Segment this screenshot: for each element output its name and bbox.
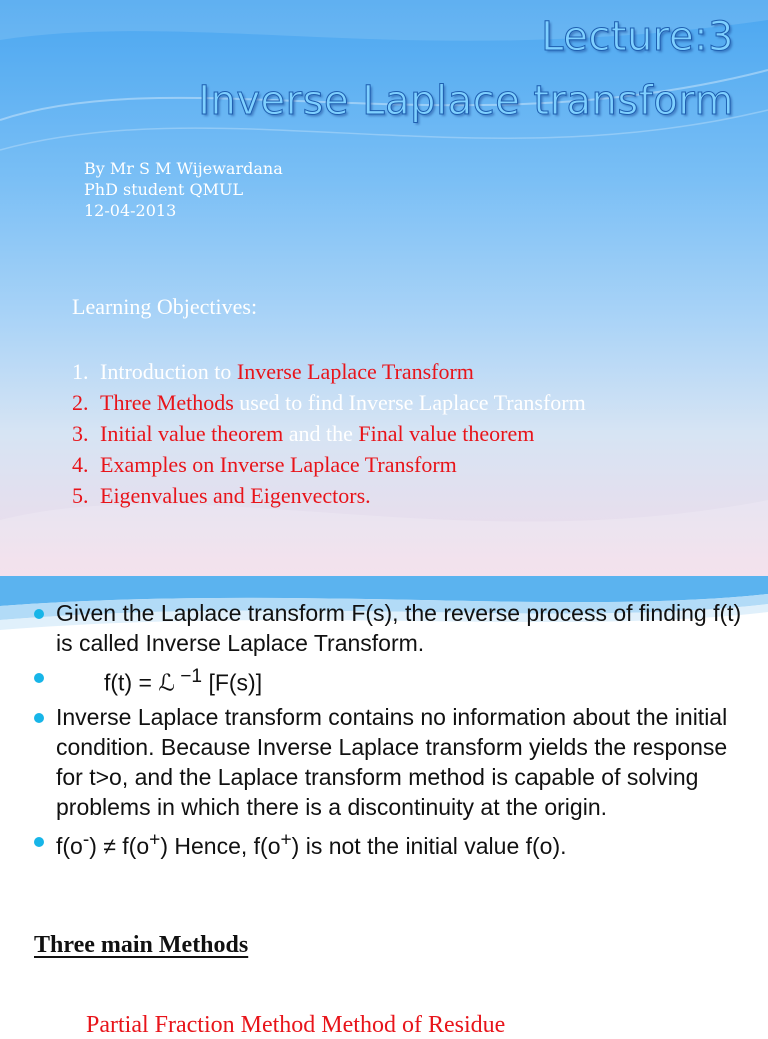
bullet-text: Given the Laplace transform F(s), the reverse process of finding f(t) is called Inverse Laplace Transform. xyxy=(56,600,742,656)
objectives-list xyxy=(72,356,586,511)
objective-highlight: Final value theorem xyxy=(358,421,535,446)
bullet-list xyxy=(0,598,756,865)
superscript: + xyxy=(280,829,292,851)
bullet-dot-icon xyxy=(34,713,44,723)
objective-item xyxy=(72,356,586,387)
objective-item xyxy=(72,480,586,511)
text-part: ) Hence, f(o xyxy=(160,833,281,860)
slide-2 xyxy=(0,576,768,1038)
bullet-dot-icon xyxy=(34,673,44,683)
objective-highlight: Eigenvalues and Eigenvectors. xyxy=(100,483,371,508)
author-name: By Mr S M Wijewardana xyxy=(84,159,283,178)
formula-rhs: [F(s)] xyxy=(202,669,263,696)
cutoff-text: Partial Fraction Method Method of Residue xyxy=(86,1012,506,1038)
slide-title-line-2: Inverse Laplace transform xyxy=(198,78,734,124)
objective-item xyxy=(72,387,586,418)
objective-number: 1. xyxy=(72,359,89,384)
objectives-heading: Learning Objectives: xyxy=(72,294,258,319)
objective-number: 2. xyxy=(72,390,89,415)
bullet-item-definition xyxy=(0,598,756,658)
bullet-text xyxy=(56,829,567,860)
author-affiliation: PhD student QMUL xyxy=(84,180,244,199)
objective-text: and the xyxy=(288,421,359,446)
objective-highlight: Inverse Laplace Transform xyxy=(236,359,474,384)
bullet-text: Inverse Laplace transform contains no information about the initial condition. Because Inverse Laplace transform yields the response for t>o, and the Laplace transform method is capable of solving problems in which there is a discontinuity at the origin. xyxy=(56,703,728,820)
superscript: - xyxy=(82,829,90,851)
section-heading: Three main Methods xyxy=(34,932,249,958)
bullet-dot-icon xyxy=(34,837,44,847)
slide-title-line-1: Lecture:3 xyxy=(541,14,734,60)
bullet-item-initial-condition xyxy=(0,702,756,822)
laplace-symbol: ℒ xyxy=(158,669,175,696)
superscript: + xyxy=(149,829,161,851)
bullet-item-formula xyxy=(0,662,756,698)
bullet-item-discontinuity xyxy=(0,826,756,862)
objective-highlight: Examples on Inverse Laplace Transform xyxy=(100,452,457,477)
objective-text: Introduction to xyxy=(100,359,237,384)
author-date: 12-04-2013 xyxy=(84,201,177,220)
objective-number: 3. xyxy=(72,421,89,446)
objective-highlight: Three Methods xyxy=(100,390,234,415)
text-part: f(o xyxy=(56,833,83,860)
objective-highlight: Initial value theorem xyxy=(100,421,289,446)
bullet-dot-icon xyxy=(34,609,44,619)
formula-superscript: −1 xyxy=(174,666,203,687)
formula-lhs: f(t) = xyxy=(104,669,159,696)
objective-item xyxy=(72,449,586,480)
text-part: ) ≠ f(o xyxy=(89,833,150,860)
formula xyxy=(56,662,262,698)
objective-number: 4. xyxy=(72,452,89,477)
objective-text: used to find Inverse Laplace Transform xyxy=(233,390,586,415)
text-part: ) is not the initial value f(o). xyxy=(291,833,567,860)
objective-item xyxy=(72,418,586,449)
author-block xyxy=(84,158,283,221)
objective-number: 5. xyxy=(72,483,89,508)
